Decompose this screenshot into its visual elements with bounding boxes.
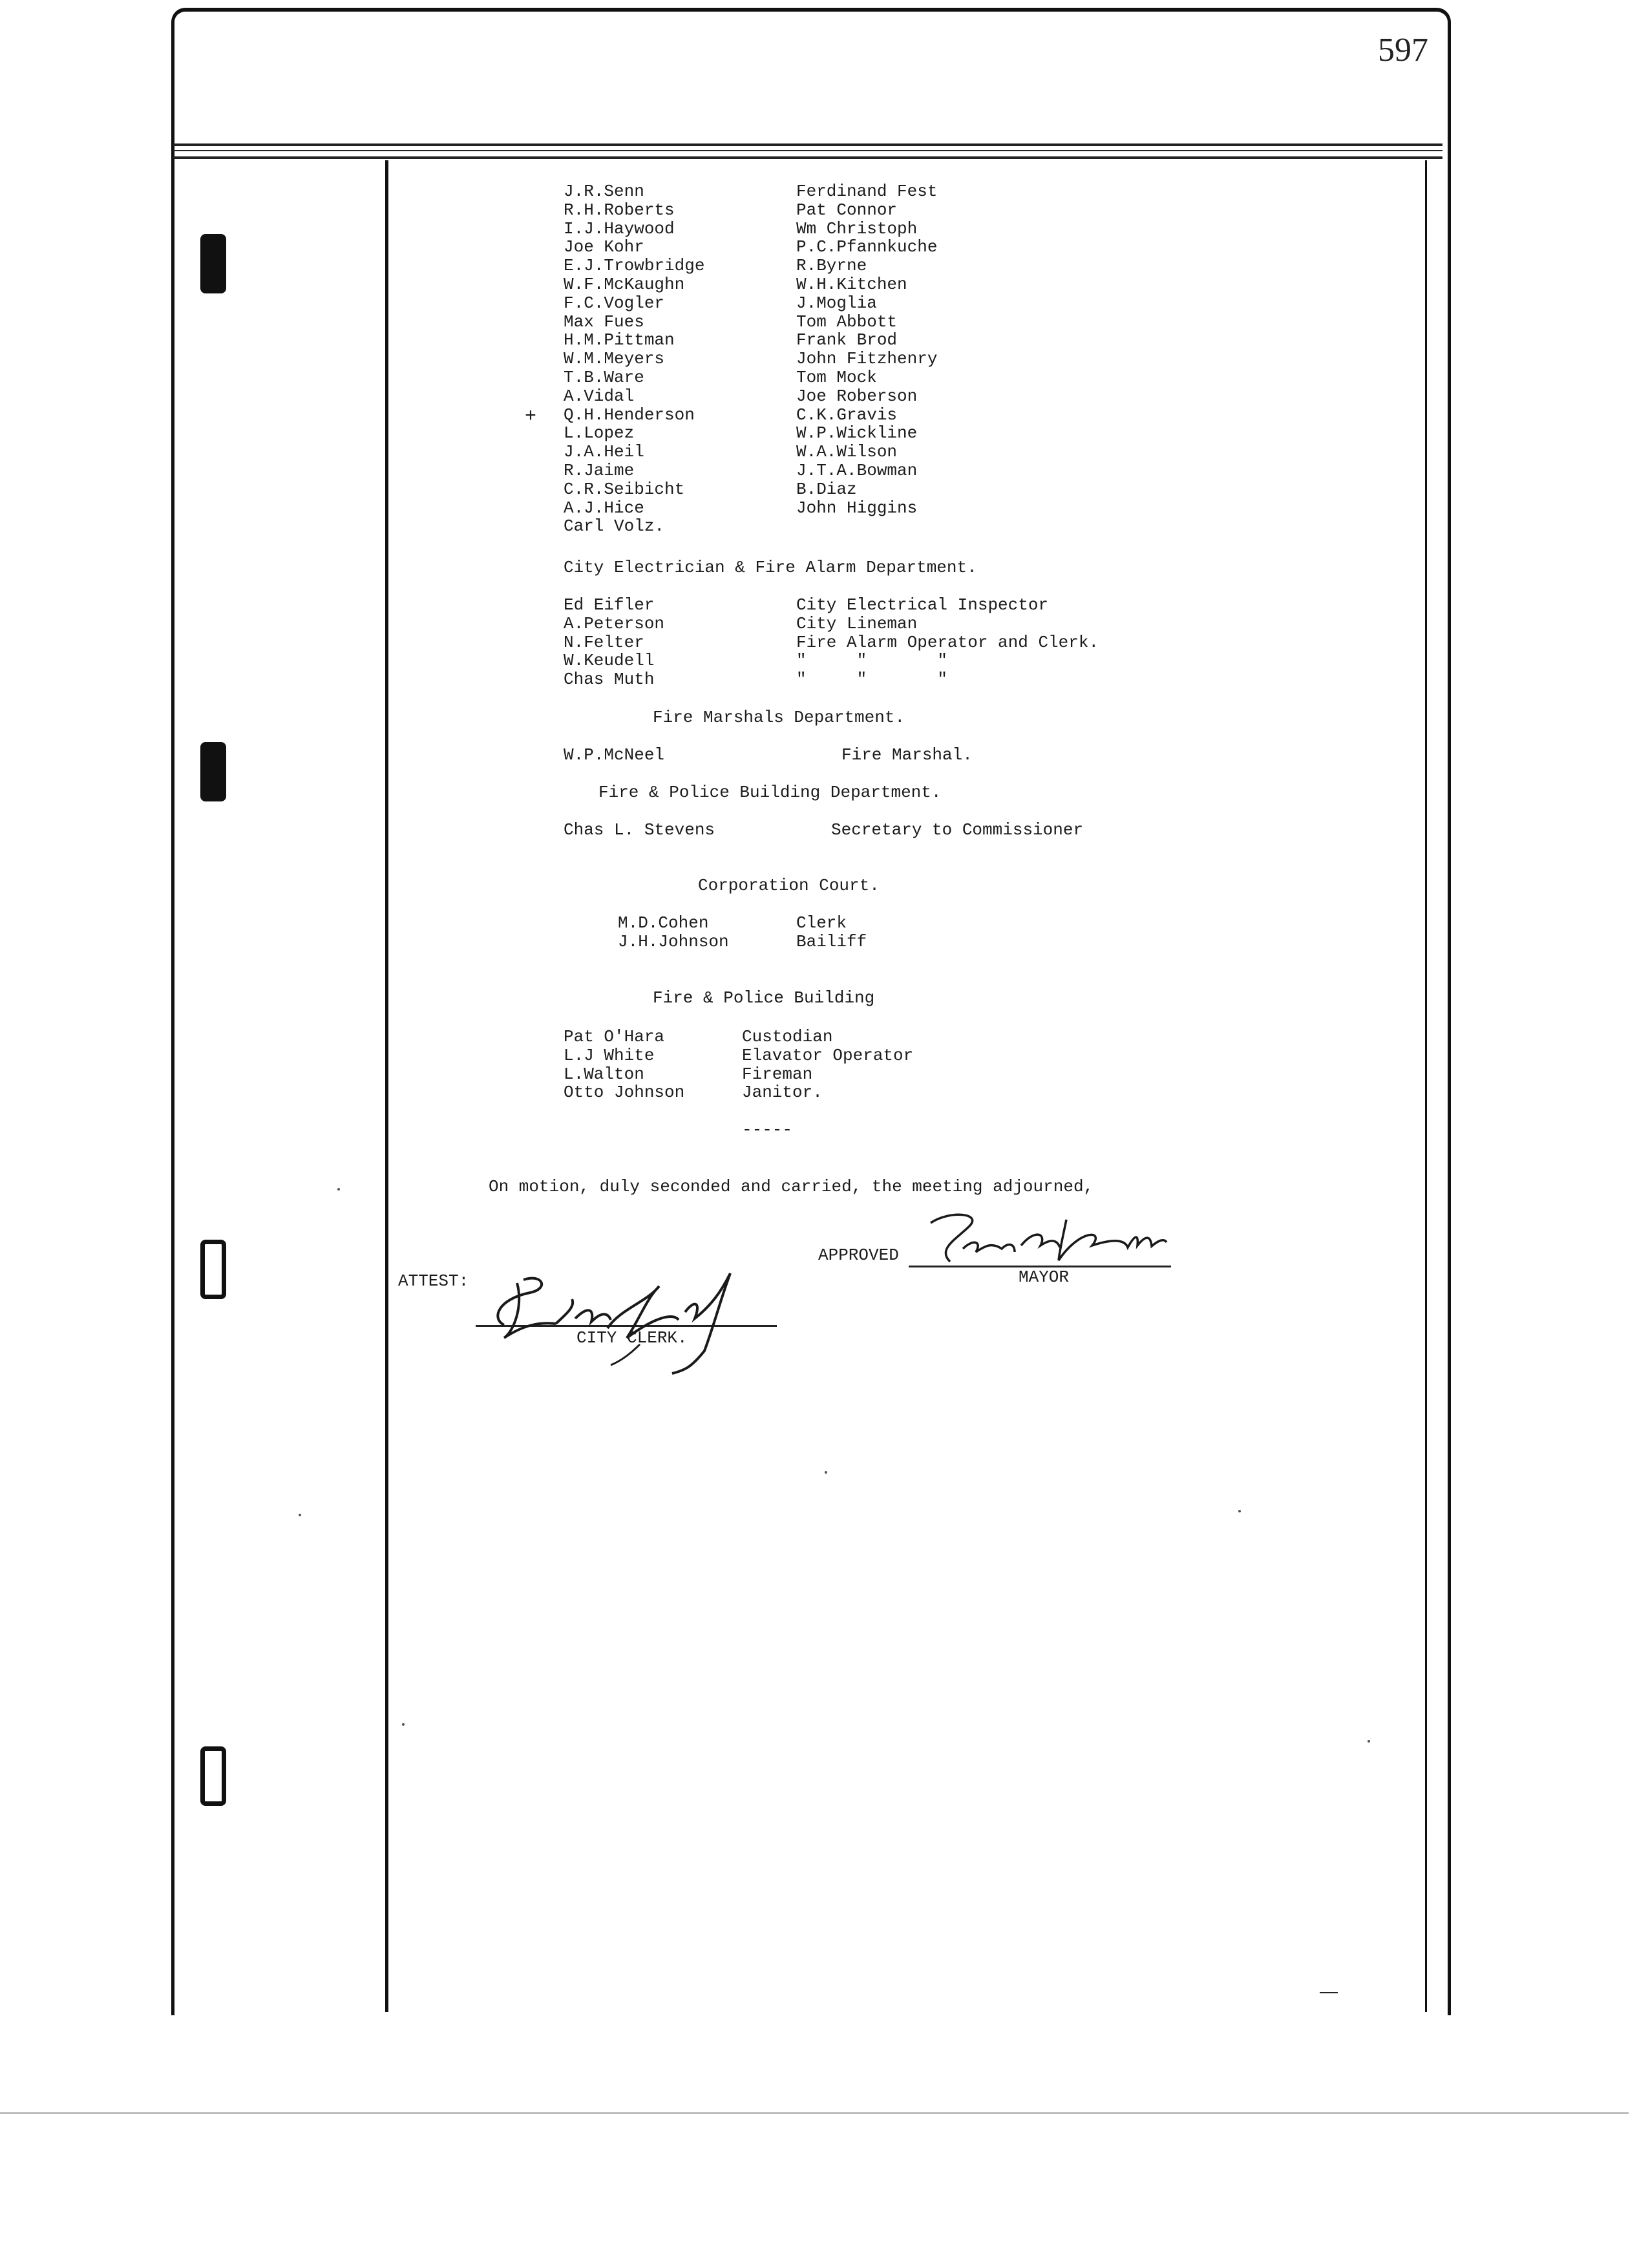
employee-name: Joe Kohr xyxy=(564,237,644,257)
employee-name: L.Lopez xyxy=(564,423,635,443)
fire-marshal-title: Fire Marshal. xyxy=(841,745,973,765)
staff-name: W.Keudell xyxy=(564,651,655,671)
employee-name: Wm Christoph xyxy=(796,218,918,238)
employee-name: Carl Volz. xyxy=(564,516,665,536)
scan-speck xyxy=(299,1514,301,1516)
scan-bottom-edge xyxy=(0,2112,1629,2114)
staff-name: M.D.Cohen xyxy=(618,913,709,933)
binder-hole xyxy=(200,1240,226,1299)
building-department-name: Chas L. Stevens xyxy=(564,820,715,840)
mayor-label: MAYOR xyxy=(1019,1267,1070,1287)
staff-title: Fireman xyxy=(742,1064,813,1084)
building-department-title: Secretary to Commissioner xyxy=(831,820,1084,840)
employee-name: J.A.Heil xyxy=(564,442,644,462)
employee-name: John Fitzhenry xyxy=(796,349,938,369)
staff-name: J.H.Johnson xyxy=(618,931,729,951)
police-building-names xyxy=(564,1028,684,1102)
employee-name: Pat Connor xyxy=(796,200,898,220)
employee-name: R.Byrne xyxy=(796,256,867,276)
staff-name: Ed Eifler xyxy=(564,595,655,615)
employee-name: J.Moglia xyxy=(796,293,877,313)
employee-name: W.A.Wilson xyxy=(796,442,898,462)
employee-name: C.K.Gravis xyxy=(796,405,898,425)
electrician-names xyxy=(564,596,664,689)
court-names xyxy=(618,914,729,951)
employee-name: J.R.Senn xyxy=(564,182,644,201)
staff-name: A.Peterson xyxy=(564,613,665,633)
employee-name: Joe Roberson xyxy=(796,386,918,406)
margin-check-mark: + xyxy=(525,406,537,428)
employee-name: W.M.Meyers xyxy=(564,349,665,369)
header-rule-middle xyxy=(173,150,1442,151)
staff-title: Bailiff xyxy=(796,931,867,951)
scan-speck xyxy=(1368,1740,1370,1743)
employee-name: H.M.Pittman xyxy=(564,330,675,350)
right-margin-rule xyxy=(1425,160,1427,2012)
staff-name: N.Felter xyxy=(564,632,644,652)
approved-label: APPROVED xyxy=(818,1245,899,1265)
staff-title: Custodian xyxy=(742,1027,833,1046)
police-building-heading: Fire & Police Building xyxy=(653,988,875,1008)
scan-speck xyxy=(1238,1510,1241,1512)
scan-dash xyxy=(1320,1992,1338,1993)
employee-name: Frank Brod xyxy=(796,330,898,350)
staff-name: L.J White xyxy=(564,1045,655,1065)
employee-name: W.P.Wickline xyxy=(796,423,918,443)
staff-name: Pat O'Hara xyxy=(564,1027,665,1046)
employee-name: Tom Mock xyxy=(796,367,877,387)
names-right-column xyxy=(796,182,937,517)
employee-name: R.Jaime xyxy=(564,460,635,480)
scan-speck xyxy=(337,1188,340,1191)
employee-name: B.Diaz xyxy=(796,479,857,499)
building-department-heading: Fire & Police Building Department. xyxy=(598,783,942,802)
header-rule-top xyxy=(173,143,1442,146)
employee-name: T.B.Ware xyxy=(564,367,644,387)
header-rule-bottom xyxy=(173,156,1442,159)
fire-marshals-heading: Fire Marshals Department. xyxy=(653,708,905,727)
staff-title: Janitor. xyxy=(742,1083,823,1103)
police-building-titles xyxy=(742,1028,913,1102)
city-clerk-signature xyxy=(478,1247,782,1377)
binder-hole xyxy=(200,1746,226,1806)
staff-title: Clerk xyxy=(796,913,847,933)
court-titles xyxy=(796,914,867,951)
employee-name: I.J.Haywood xyxy=(564,218,675,238)
staff-name: Otto Johnson xyxy=(564,1083,685,1103)
employee-name: A.Vidal xyxy=(564,386,635,406)
employee-name: R.H.Roberts xyxy=(564,200,675,220)
staff-name: Chas Muth xyxy=(564,670,655,690)
staff-name: L.Walton xyxy=(564,1064,644,1084)
staff-title: " " " xyxy=(796,670,948,690)
margin-rule xyxy=(385,160,388,2012)
binder-hole xyxy=(200,742,226,801)
employee-name: E.J.Trowbridge xyxy=(564,256,705,276)
employee-name: F.C.Vogler xyxy=(564,293,665,313)
mayor-signature xyxy=(911,1210,1170,1281)
city-clerk-label: CITY CLERK. xyxy=(576,1328,688,1348)
page-number: 597 xyxy=(1378,32,1428,69)
employee-name: C.R.Seibicht xyxy=(564,479,685,499)
employee-name: P.C.Pfannkuche xyxy=(796,237,938,257)
employee-name: W.H.Kitchen xyxy=(796,274,907,294)
scan-speck xyxy=(402,1723,405,1726)
employee-name: W.F.McKaughn xyxy=(564,274,685,294)
staff-title: " " " xyxy=(796,651,948,671)
adjournment-motion: On motion, duly seconded and carried, the meeting adjourned, xyxy=(489,1177,1094,1196)
staff-title: Fire Alarm Operator and Clerk. xyxy=(796,632,1099,652)
electrician-heading: City Electrician & Fire Alarm Department. xyxy=(564,558,977,577)
corporation-court-heading: Corporation Court. xyxy=(698,876,880,895)
employee-name: Tom Abbott xyxy=(796,312,898,332)
staff-title: City Electrical Inspector xyxy=(796,595,1049,615)
employee-name: Q.H.Henderson xyxy=(564,405,695,425)
electrician-titles xyxy=(796,596,1099,689)
binder-hole xyxy=(200,234,226,293)
attest-label: ATTEST: xyxy=(398,1271,469,1291)
staff-title: Elavator Operator xyxy=(742,1045,914,1065)
employee-name: A.J.Hice xyxy=(564,498,644,518)
employee-name: J.T.A.Bowman xyxy=(796,460,918,480)
names-left-column xyxy=(564,182,704,536)
staff-title: City Lineman xyxy=(796,613,918,633)
scan-speck xyxy=(825,1471,827,1474)
employee-name: John Higgins xyxy=(796,498,918,518)
employee-name: Ferdinand Fest xyxy=(796,182,938,201)
employee-name: Max Fues xyxy=(564,312,644,332)
fire-marshal-name: W.P.McNeel xyxy=(564,745,665,765)
section-separator: ----- xyxy=(742,1120,793,1139)
